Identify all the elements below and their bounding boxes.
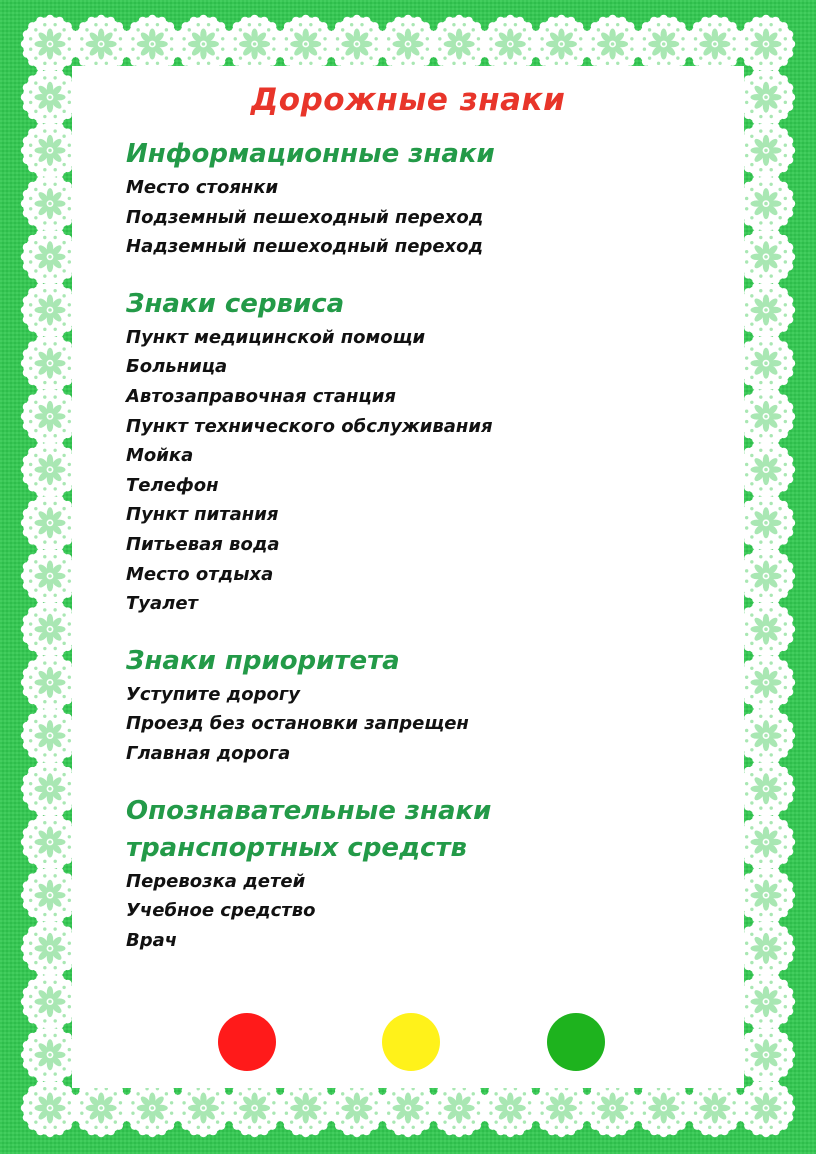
list-item: Надземный пешеходный переход xyxy=(126,236,484,258)
lace-flower xyxy=(737,972,795,1030)
lace-flower xyxy=(737,813,795,871)
lace-flower xyxy=(123,15,181,73)
lace-flower xyxy=(635,15,693,73)
lace-flower xyxy=(737,919,795,977)
lace-flower xyxy=(21,494,79,552)
lace-flower xyxy=(21,760,79,818)
list-item: Врач xyxy=(126,929,178,951)
list-item: Главная дорога xyxy=(126,742,291,764)
lace-flower xyxy=(21,972,79,1030)
section-priority-signs xyxy=(126,643,716,769)
lace-flower xyxy=(737,706,795,764)
section-service-signs xyxy=(126,286,716,619)
lace-flower xyxy=(737,653,795,711)
lace-flower xyxy=(686,15,744,73)
list-item: Пункт питания xyxy=(126,504,279,526)
lace-flower xyxy=(21,547,79,605)
lace-flower xyxy=(737,866,795,924)
item-list xyxy=(126,680,716,769)
yellow-light xyxy=(382,1013,440,1071)
lace-flower xyxy=(21,653,79,711)
lace-flower xyxy=(737,121,795,179)
lace-flower xyxy=(737,15,795,73)
lace-flower xyxy=(737,334,795,392)
lace-flower xyxy=(328,15,386,73)
list-item: Пункт технического обслуживания xyxy=(126,415,493,437)
lace-flower xyxy=(21,1079,79,1137)
list-item: Больница xyxy=(126,356,228,378)
section-vehicle-identification-signs xyxy=(126,793,716,956)
lace-flower xyxy=(21,121,79,179)
lace-flower xyxy=(737,281,795,339)
lace-flower xyxy=(21,440,79,498)
list-item: Автозаправочная станция xyxy=(126,385,396,407)
list-item: Перевозка детей xyxy=(126,870,306,892)
lace-flower xyxy=(737,387,795,445)
lace-flower xyxy=(21,334,79,392)
list-item: Туалет xyxy=(126,593,198,615)
lace-flower xyxy=(379,15,437,73)
content-area xyxy=(126,136,716,955)
lace-flower xyxy=(21,174,79,232)
document-title: Дорожные знаки xyxy=(250,82,566,118)
item-list xyxy=(126,867,716,956)
list-item: Место стоянки xyxy=(126,177,279,198)
list-item: Пункт медицинской помощи xyxy=(126,326,426,348)
lace-flower xyxy=(737,547,795,605)
lace-flower xyxy=(737,440,795,498)
lace-flower xyxy=(174,15,232,73)
item-list xyxy=(126,323,716,619)
lace-flower xyxy=(430,15,488,73)
lace-flower xyxy=(21,866,79,924)
lace-flower xyxy=(737,600,795,658)
lace-flower xyxy=(532,15,590,73)
lace-flower xyxy=(21,281,79,339)
lace-flower xyxy=(737,174,795,232)
list-item: Питьевая вода xyxy=(126,533,280,555)
list-item: Проезд без остановки запрещен xyxy=(126,713,469,735)
lace-flower xyxy=(21,228,79,286)
green-light xyxy=(547,1013,605,1071)
section-title-line-1: Опознавательные знаки xyxy=(126,795,492,826)
list-item: Уступите дорогу xyxy=(126,683,300,705)
lace-flower xyxy=(583,15,641,73)
lace-flower xyxy=(737,760,795,818)
lace-flower xyxy=(21,813,79,871)
list-item: Подземный пешеходный переход xyxy=(126,206,484,228)
lace-flower xyxy=(72,15,130,73)
item-list xyxy=(126,173,716,262)
lace-flower xyxy=(481,15,539,73)
lace-flower xyxy=(737,1026,795,1084)
section-title-line-2: транспортных средств xyxy=(126,832,467,863)
lace-flower xyxy=(737,68,795,126)
lace-flower xyxy=(21,919,79,977)
section-title: Информационные знаки xyxy=(126,139,495,169)
lace-flower xyxy=(277,15,335,73)
list-item: Телефон xyxy=(126,474,219,496)
lace-flower xyxy=(225,15,283,73)
lace-flower xyxy=(21,600,79,658)
lace-flower xyxy=(21,706,79,764)
lace-flower xyxy=(737,228,795,286)
lace-flower xyxy=(21,68,79,126)
section-information-signs xyxy=(126,136,716,262)
list-item: Учебное средство xyxy=(126,900,316,922)
section-title: Знаки приоритета xyxy=(126,645,400,676)
section-title: Знаки сервиса xyxy=(126,288,345,319)
lace-flower xyxy=(737,1079,795,1137)
lace-flower xyxy=(737,494,795,552)
list-item: Место отдыха xyxy=(126,563,274,585)
red-light xyxy=(218,1013,276,1071)
lace-flower xyxy=(21,15,79,73)
lace-flower xyxy=(21,1026,79,1084)
lace-flower xyxy=(21,387,79,445)
list-item: Мойка xyxy=(126,445,194,467)
